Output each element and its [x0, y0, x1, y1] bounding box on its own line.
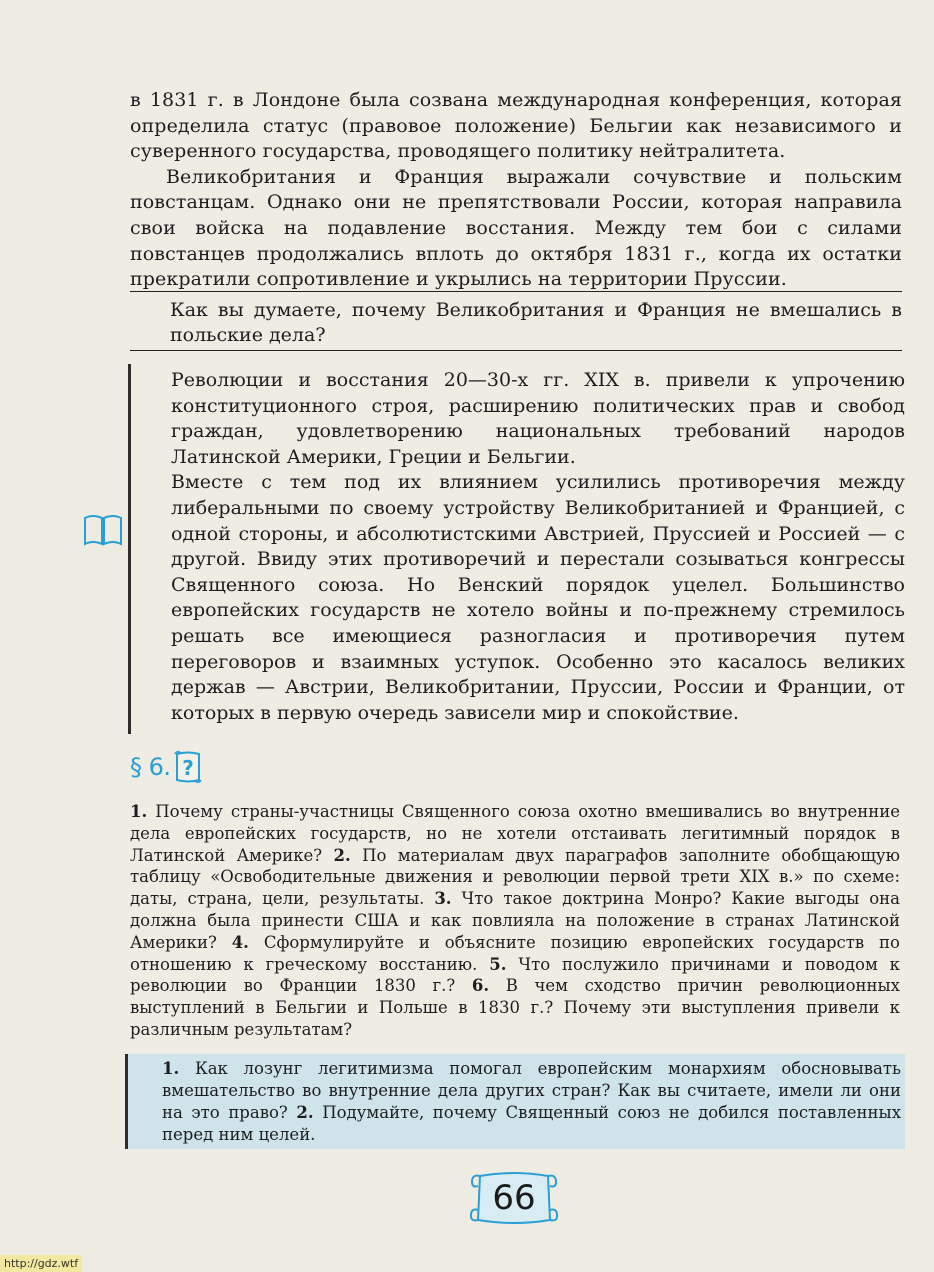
question-box	[130, 291, 902, 351]
section-label: § 6.	[130, 753, 171, 781]
watermark-link[interactable]: http://gdz.wtf	[0, 1255, 82, 1272]
question-text: Что послужило причинами и поводом к революции во Франции 1830 г.?	[130, 954, 900, 996]
page-number	[466, 1170, 562, 1228]
question-text: Сформулируйте и объясните позицию европейских государств по отношению к греческому восстанию.	[130, 932, 900, 974]
task-number: 1.	[162, 1059, 180, 1078]
book-icon	[82, 512, 124, 548]
question-number: 6.	[471, 976, 490, 996]
intro-text	[130, 88, 902, 293]
question-number: 2.	[333, 845, 351, 865]
review-questions	[130, 801, 900, 1041]
section-mark	[130, 750, 203, 784]
task-text: Как лозунг легитимизма помогал европейским монархиям обосновывать вмешательство во внутренние дела других стран? Как вы считаете, имели ли они на это право?	[162, 1059, 902, 1122]
question-number: 5.	[489, 954, 507, 974]
question-number: 3.	[434, 889, 452, 909]
question-box-text: Как вы думаете, почему Великобритания и Франция не вмешались в польские дела?	[170, 299, 902, 346]
summary-paragraph-1: Революции и восстания 20—30-х гг. XIX в. привели к упрочению конституционного строя, расширению политических прав и свобод граждан, удовлетворению национальных требований народов Латинской Америки, Греции и Бельгии.	[171, 369, 905, 468]
intro-paragraph-2: Великобритания и Франция выражали сочувствие и польским повстанцам. Однако они не препятствовали России, которая направила свои войска на подавление восстания. Между тем бои с силами повстанцев продолжались вплоть до октября 1831 г., когда их остатки прекратили сопротивление и укрылись на территории Пруссии.	[130, 165, 902, 291]
question-text: Почему страны-участницы Священного союза охотно вмешивались во внутренние дела европейских государств, но не хотели отстаивать легитимный порядок в Латинской Америке?	[130, 802, 900, 865]
question-number: 4.	[231, 932, 249, 952]
question-text: Что такое доктрина Монро? Какие выгоды она должна была принести США и как повлияла на положение в странах Латинской Америки?	[130, 889, 901, 952]
task-number: 2.	[296, 1103, 314, 1122]
summary-block	[128, 364, 905, 734]
task-text: Подумайте, почему Священный союз не добился поставленных перед ним целей.	[162, 1103, 901, 1144]
intro-paragraph-1: в 1831 г. в Лондоне была созвана международная конференция, которая определила статус (правовое положение) Бельгии как независимого и суверенного государства, проводящего политику нейтралитета.	[130, 89, 902, 163]
summary-paragraph-2: Вместе с тем под их влиянием усилились противоречия между либеральными по своему устройству Великобританией и Францией, с одной стороны, и абсолютистскими Австрией, Пруссией и Россией — с другой. Ввиду этих противоречий и перестали созываться конгрессы Священного союза. Но Венский порядок уцелел. Большинство европейских государств не хотело войны и по-прежнему стремилось решать все имеющиеся разногласия и противоречия путем переговоров и взаимных уступок. Особенно это касалось великих держав — Австрии, Великобритании, Пруссии, России и Франции, от которых в первую очередь зависели мир и спокойствие.	[171, 471, 905, 724]
tasks-box	[125, 1054, 905, 1149]
page-number-text: 66	[492, 1178, 536, 1218]
question-number: 1.	[130, 802, 148, 821]
question-text: В чем сходство причин революционных выступлений в Бельгии и Польше в 1830 г.? Почему эти выступления привели к различным результатам?	[130, 976, 900, 1039]
question-glyph: ?	[181, 756, 194, 780]
question-text: По материалам двух параграфов заполните обобщающую таблицу «Освободительные движения и революции первой трети XIX в.» по схеме: даты, страна, цели, результаты.	[130, 845, 901, 909]
question-scroll-icon	[173, 750, 203, 784]
